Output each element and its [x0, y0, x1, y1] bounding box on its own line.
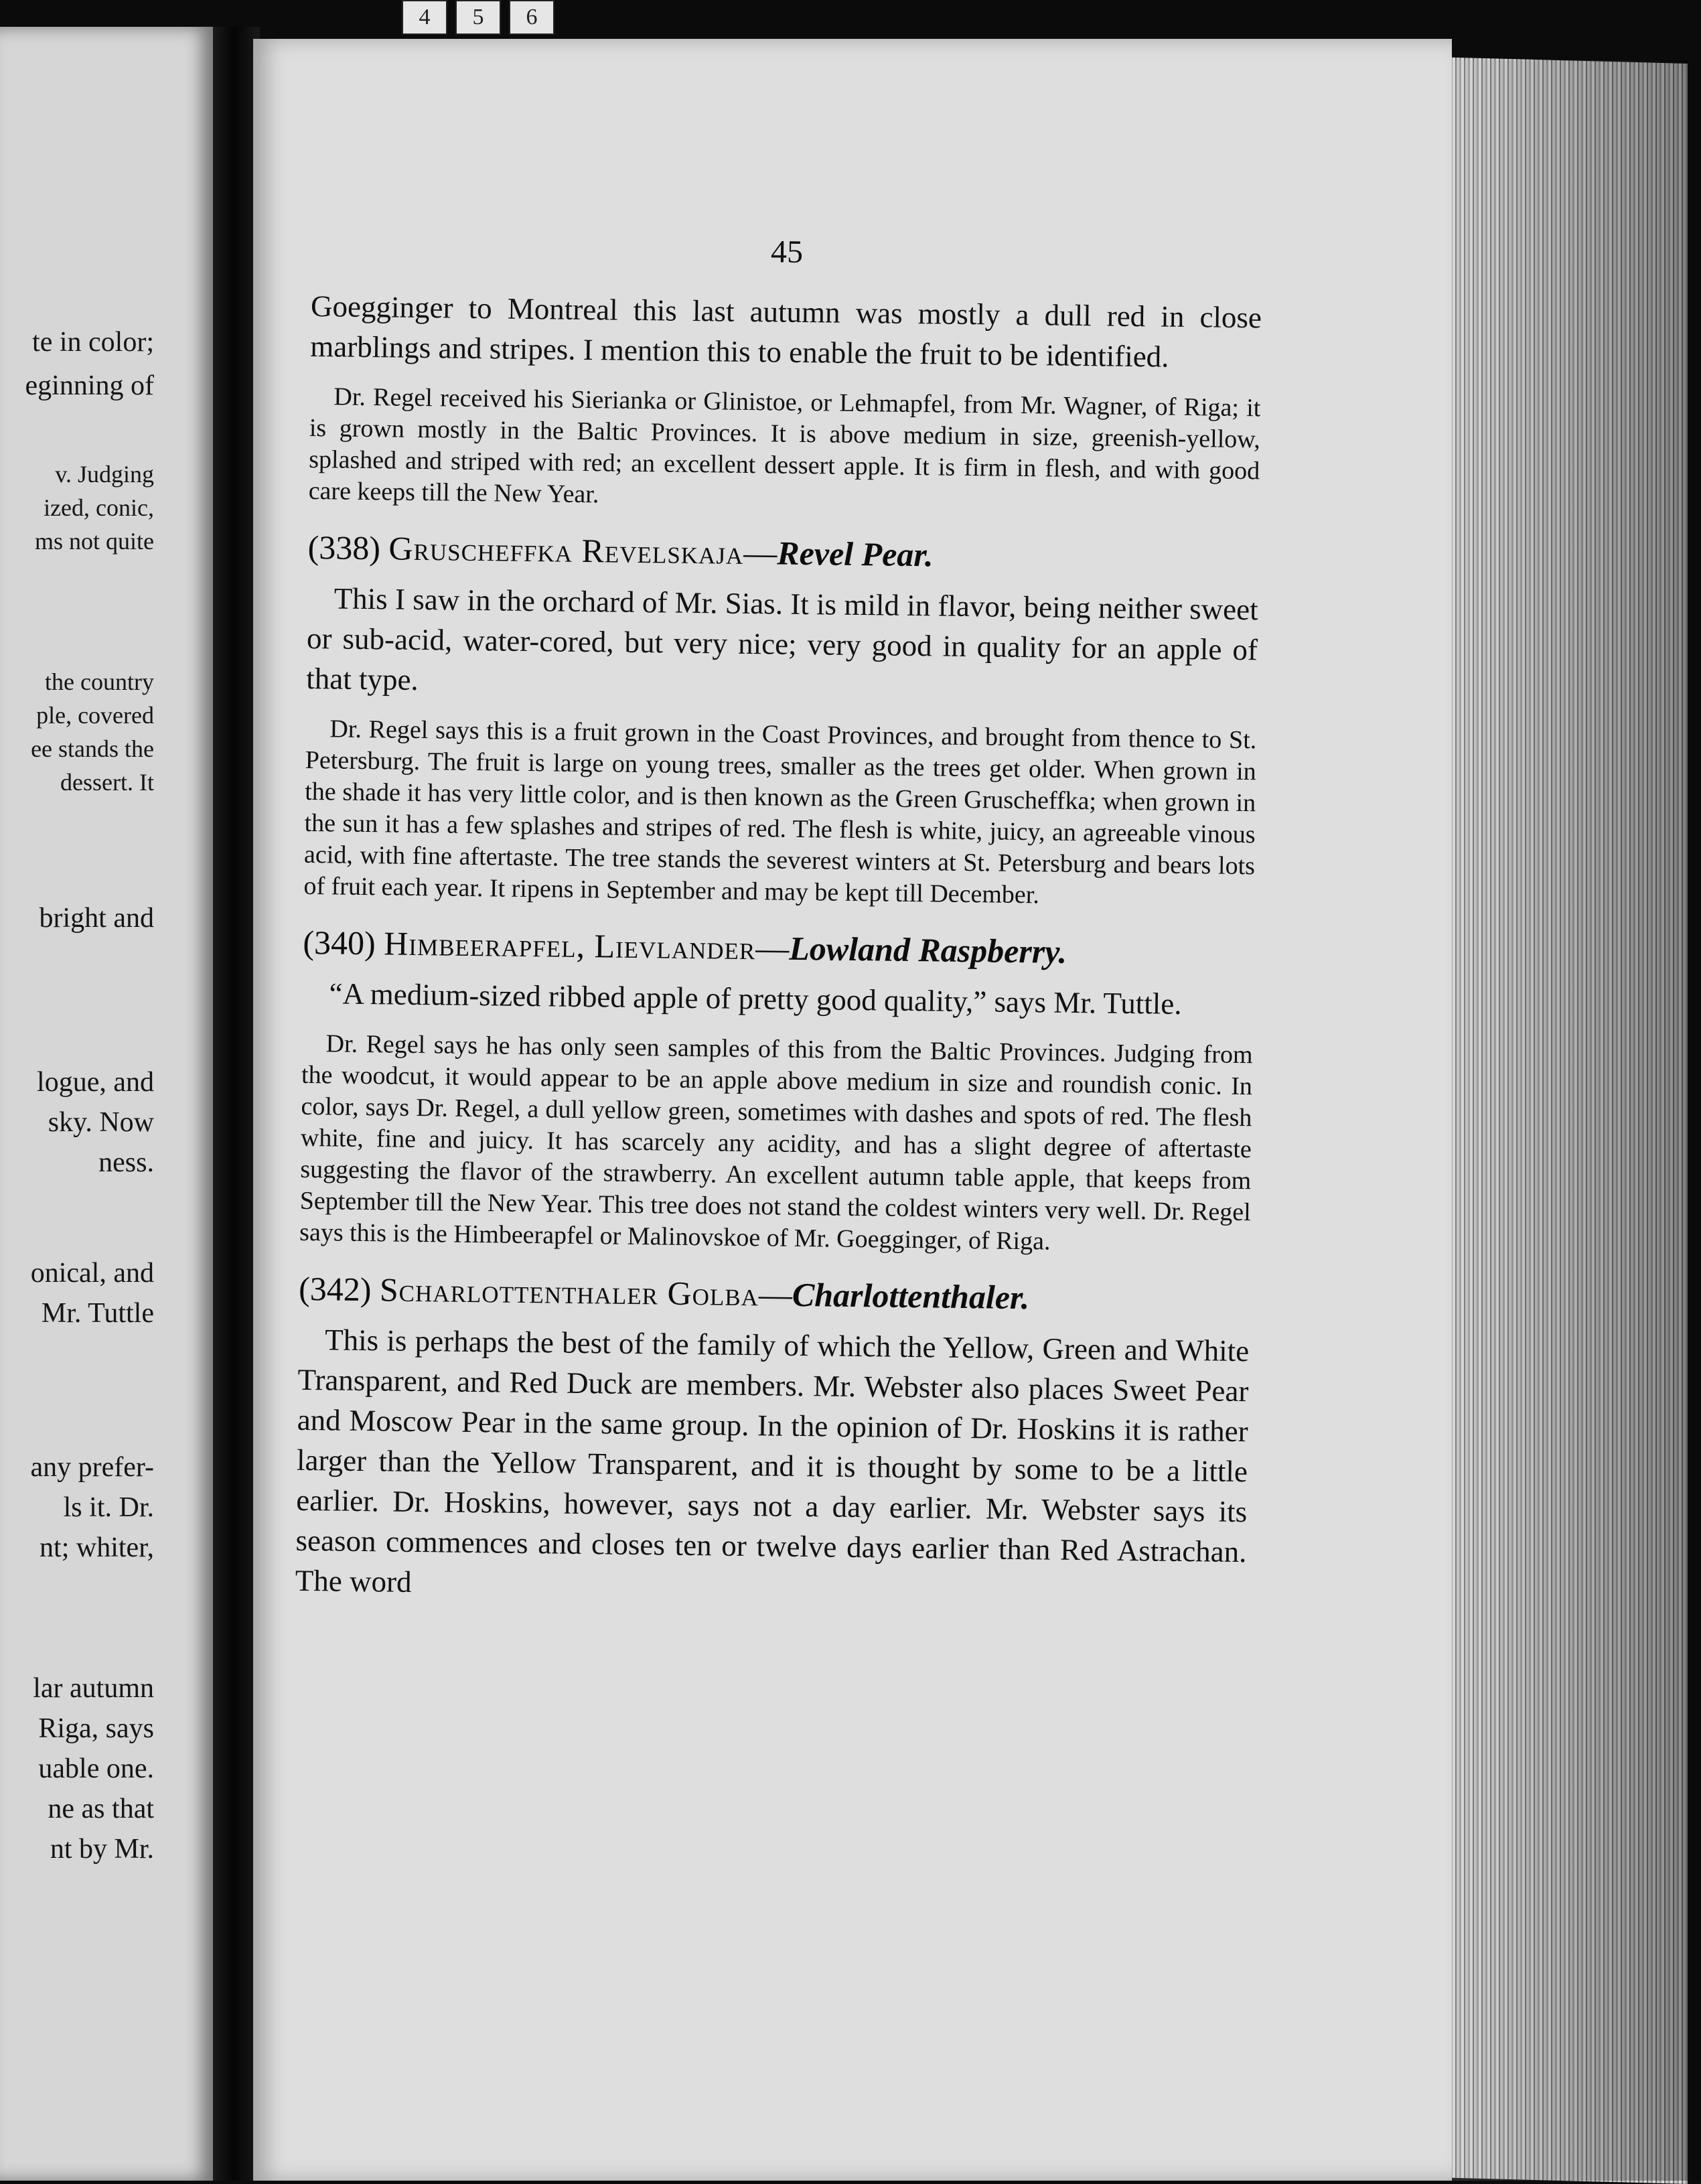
entry-heading-340 — [303, 921, 1254, 975]
left-page-line: ized, conic, — [44, 494, 154, 521]
entry-english-name: Revel Pear. — [776, 534, 934, 574]
left-page-line: the country — [45, 668, 154, 695]
left-page-line: bright and — [39, 903, 154, 934]
page-tab: 5 — [455, 0, 501, 35]
page-tab: 6 — [509, 0, 554, 35]
entry-number: (338) — [307, 528, 381, 567]
entry-english-name: Charlottenthaler. — [792, 1275, 1030, 1317]
left-page-line: nt by Mr. — [50, 1834, 154, 1865]
left-page-line: ms not quite — [35, 528, 154, 555]
left-page-line: te in color; — [32, 327, 154, 358]
regel-note: Dr. Regel says he has only seen samples of this from the Baltic Provinces. Judging from the woodcut, it would appear to be an apple above medium in size and roundish conic. In color, says Dr. Regel, a dull yellow green, sometimes with dashes and spots of red. The flesh white, fine and juicy. It has scarcely any acidity, and has a slight degree of aftertaste suggesting the flavor of the strawberry. An excellent autumn table apple, that keeps from September till the New Year. This tree does not stand the coldest winters very well. Dr. Regel says this is the Himbeerapfel or Malinovskoe of Mr. Goegginger, of Riga. — [299, 1029, 1253, 1256]
left-page-line: lar autumn — [33, 1673, 154, 1704]
left-page-line: Mr. Tuttle — [41, 1298, 154, 1329]
left-page-line: logue, and — [37, 1067, 154, 1098]
entry-heading-338 — [307, 526, 1259, 580]
left-page-line: eginning of — [25, 370, 154, 401]
page-block-shade — [1433, 60, 1688, 2181]
left-page-line: uable one. — [38, 1753, 154, 1784]
left-page-line: dessert. It — [60, 769, 154, 796]
entry-name: Scharlottenthaler Golba — [379, 1270, 759, 1313]
continued-paragraph: Goegginger to Montreal this last autumn was mostly a dull red in close marblings and stripes. I mention this to enable the fruit to be identified. — [310, 289, 1262, 374]
left-page-line: onical, and — [30, 1258, 154, 1289]
left-page-line: any prefer- — [30, 1452, 154, 1483]
previous-page-fragment — [0, 27, 214, 2181]
regel-note: Dr. Regel says this is a fruit grown in the Coast Provinces, and brought from thence to St. Petersburg. The fruit is large on young trees, smaller as the trees get older. When grown in the shade it has very little color, and is then known as the Green Gruscheffka; when grown in the sun it has a few splashes and stripes of red. The flesh is white, juicy, an agreeable vinous acid, with fine aftertaste. The tree stands the severest winters at St. Petersburg and bears lots of fruit each year. It ripens in September and may be kept till December. — [303, 715, 1257, 909]
entry-paragraph: This is perhaps the best of the family of which the Yellow, Green and White Transparent, and Red Duck are members. Mr. Webster also places Sweet Pear and Moscow Pear in the same group. In the opinion of Dr. Hoskins it is rather larger than the Yellow Transparent, and it is thought by some to be a little earlier. Dr. Hoskins, however, says not a day earlier. Mr. Webster says its season commences and closes ten or twelve days earlier than Red Astrachan. The word — [295, 1323, 1250, 1599]
entry-dash: — — [758, 1275, 793, 1313]
entry-name: Gruscheffka Revelskaja — [388, 529, 744, 571]
entry-dash: — — [755, 929, 790, 967]
regel-note: Dr. Regel received his Sierianka or Glinistoe, or Lehmapfel, from Mr. Wagner, of Riga; it is grown mostly in the Baltic Provinces. It is above medium in size, greenish-yellow, splashed and striped with red; an excellent dessert apple. It is firm in flesh, and with good care keeps till the New Year. — [308, 382, 1261, 509]
page-tab: 4 — [402, 0, 447, 35]
entry-heading-342 — [299, 1267, 1250, 1321]
entry-english-name: Lowland Raspberry. — [788, 929, 1067, 970]
left-page-line: ple, covered — [36, 702, 154, 729]
left-page-line: nt; whiter, — [40, 1532, 154, 1563]
left-page-line: Riga, says — [38, 1713, 154, 1744]
entry-name: Himbeerapfel, Lievlander — [383, 924, 756, 967]
page-text — [295, 201, 1263, 1627]
left-page-line: sky. Now — [48, 1107, 154, 1138]
left-page-line: ness. — [98, 1147, 154, 1178]
left-page-line: ee stands the — [31, 735, 154, 762]
left-page-line: ls it. Dr. — [63, 1492, 154, 1523]
entry-number: (342) — [298, 1269, 372, 1309]
page-number: 45 — [770, 234, 804, 270]
left-page-line: ne as that — [48, 1794, 154, 1824]
left-page-line: v. Judging — [55, 461, 154, 488]
entry-number: (340) — [303, 923, 376, 962]
entry-paragraph: This I saw in the orchard of Mr. Sias. It is mild in flavor, being neither sweet or sub-acid, water-cored, but very nice; very good in quality for an apple of that type. — [305, 581, 1258, 697]
entry-dash: — — [743, 533, 778, 572]
entry-paragraph: “A medium-sized ribbed apple of pretty good quality,” says Mr. Tuttle. — [329, 976, 1182, 1021]
